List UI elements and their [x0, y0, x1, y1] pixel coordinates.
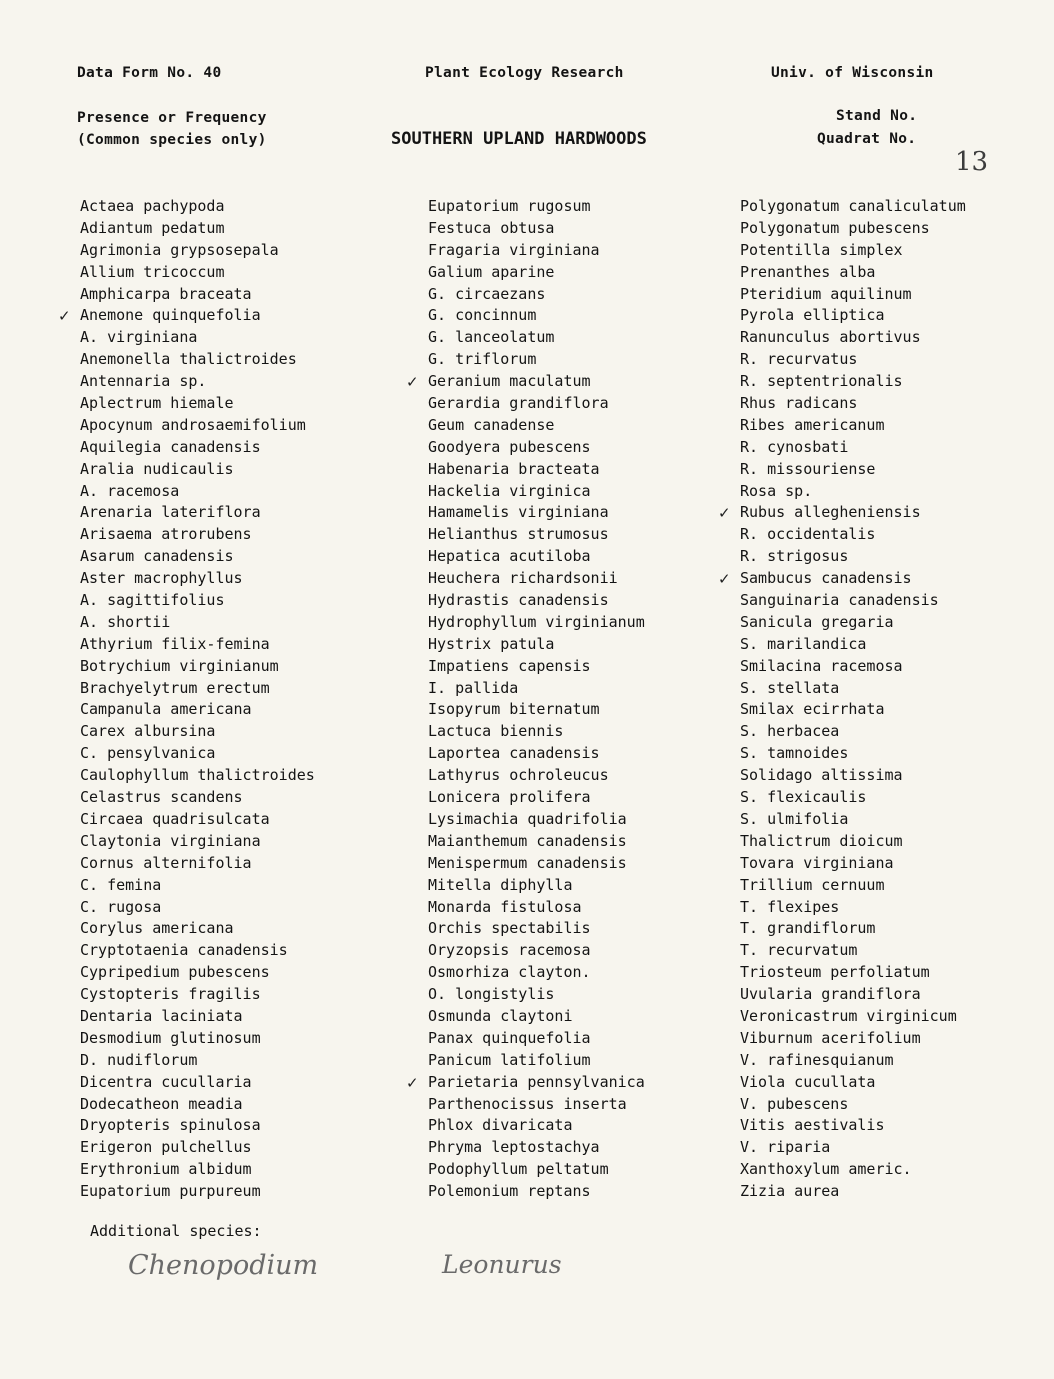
species-name: Polemonium reptans	[428, 1182, 591, 1201]
species-name: Parietaria pennsylvanica	[428, 1072, 645, 1091]
checkmark-icon: ✓	[406, 373, 419, 392]
species-item	[80, 875, 315, 897]
species-item	[740, 612, 966, 634]
species-item	[428, 656, 645, 678]
species-name: Geranium maculatum	[428, 372, 591, 391]
species-name: V. rafinesquianum	[740, 1050, 894, 1069]
species-item	[428, 699, 645, 721]
species-item	[406, 1072, 645, 1094]
species-name: Geum canadense	[428, 415, 555, 434]
species-item	[80, 765, 315, 787]
species-item	[80, 327, 315, 349]
species-name: S. ulmifolia	[740, 809, 849, 828]
species-name: Osmorhiza clayton.	[428, 963, 591, 982]
species-item	[80, 349, 315, 371]
species-item	[80, 1115, 315, 1137]
species-name: Athyrium filix-femina	[80, 634, 270, 653]
species-item	[428, 1006, 645, 1028]
species-name: Corylus americana	[80, 919, 234, 938]
species-name: Sanguinaria canadensis	[740, 591, 939, 610]
species-item	[740, 1072, 966, 1094]
species-name: Dryopteris spinulosa	[80, 1116, 261, 1135]
species-item	[428, 218, 645, 240]
species-item	[80, 721, 315, 743]
species-item	[740, 1115, 966, 1137]
species-name: C. rugosa	[80, 897, 162, 916]
species-item	[428, 1181, 645, 1203]
checkmark-icon: ✓	[718, 504, 731, 523]
species-item	[80, 502, 315, 524]
species-name: Arisaema atrorubens	[80, 525, 252, 544]
species-item	[428, 568, 645, 590]
species-name: Veronicastrum virginicum	[740, 1006, 957, 1025]
page-title: SOUTHERN UPLAND HARDWOODS	[391, 129, 647, 149]
species-item	[80, 699, 315, 721]
species-name: Hackelia virginica	[428, 481, 591, 500]
species-name: Mitella diphylla	[428, 875, 573, 894]
species-item	[80, 1072, 315, 1094]
species-item	[740, 371, 966, 393]
species-column-1	[58, 196, 315, 1203]
species-item	[740, 327, 966, 349]
species-name: S. stellata	[740, 678, 840, 697]
species-item	[740, 481, 966, 503]
species-item	[80, 809, 315, 831]
species-name: Galium aparine	[428, 262, 555, 281]
species-name: D. nudiflorum	[80, 1050, 198, 1069]
species-item	[428, 831, 645, 853]
additional-species-entry: Leonurus	[442, 1250, 562, 1279]
species-item	[80, 196, 315, 218]
species-item	[740, 678, 966, 700]
species-column-3	[718, 196, 966, 1203]
species-item	[428, 612, 645, 634]
species-item	[428, 1159, 645, 1181]
species-name: Polygonatum canaliculatum	[740, 197, 966, 215]
species-item	[740, 962, 966, 984]
species-item	[740, 218, 966, 240]
species-item	[740, 875, 966, 897]
species-name: G. concinnum	[428, 306, 537, 325]
species-item	[428, 984, 645, 1006]
species-name: A. racemosa	[80, 481, 180, 500]
species-item	[80, 240, 315, 262]
species-item	[428, 196, 645, 218]
species-name: Desmodium glutinosum	[80, 1028, 261, 1047]
species-name: Xanthoxylum americ.	[740, 1160, 912, 1179]
species-item	[80, 284, 315, 306]
species-name: Aplectrum hiemale	[80, 394, 234, 413]
species-name: Eupatorium rugosum	[428, 197, 591, 215]
species-name: Pteridium aquilinum	[740, 284, 912, 303]
species-name: Uvularia grandiflora	[740, 985, 921, 1004]
species-name: Prenanthes alba	[740, 262, 876, 281]
species-name: Viola cucullata	[740, 1072, 876, 1091]
species-name: Laportea canadensis	[428, 744, 600, 763]
species-item	[80, 1137, 315, 1159]
species-item	[740, 1028, 966, 1050]
species-item	[80, 656, 315, 678]
species-name: Dicentra cucullaria	[80, 1072, 252, 1091]
stand-number-label: Stand No.	[836, 108, 918, 124]
species-name: Caulophyllum thalictroides	[80, 766, 315, 785]
species-name: Heuchera richardsonii	[428, 569, 618, 588]
species-item	[740, 1050, 966, 1072]
species-name: Pyrola elliptica	[740, 306, 885, 325]
checkmark-icon: ✓	[718, 570, 731, 589]
species-item	[80, 1094, 315, 1116]
species-name: Orchis spectabilis	[428, 919, 591, 938]
species-item	[740, 240, 966, 262]
common-species-note: (Common species only)	[77, 132, 267, 148]
species-item	[80, 524, 315, 546]
species-name: A. virginiana	[80, 328, 198, 347]
species-name: I. pallida	[428, 678, 519, 697]
species-item	[80, 1181, 315, 1203]
species-name: S. flexicaulis	[740, 788, 867, 807]
species-name: Hydrophyllum virginianum	[428, 612, 645, 631]
species-name: Panicum latifolium	[428, 1050, 591, 1069]
species-name: Cryptotaenia canadensis	[80, 941, 288, 960]
species-name: Podophyllum peltatum	[428, 1160, 609, 1179]
species-name: Festuca obtusa	[428, 218, 555, 237]
species-name: Lactuca biennis	[428, 722, 564, 741]
species-item	[428, 415, 645, 437]
species-name: Erigeron pulchellus	[80, 1138, 252, 1157]
species-item	[80, 940, 315, 962]
species-item	[740, 656, 966, 678]
species-name: Zizia aurea	[740, 1182, 840, 1201]
species-item	[80, 437, 315, 459]
species-name: Isopyrum biternatum	[428, 700, 600, 719]
species-item	[740, 853, 966, 875]
species-name: Trillium cernuum	[740, 875, 885, 894]
species-name: Dodecatheon meadia	[80, 1094, 243, 1113]
species-item	[740, 721, 966, 743]
species-name: Monarda fistulosa	[428, 897, 582, 916]
species-name: Rubus allegheniensis	[740, 503, 921, 522]
species-name: C. pensylvanica	[80, 744, 216, 763]
species-item	[428, 284, 645, 306]
species-item	[428, 1028, 645, 1050]
species-name: S. tamnoides	[740, 744, 849, 763]
species-name: R. septentrionalis	[740, 372, 903, 391]
species-item	[740, 699, 966, 721]
species-name: Apocynum androsaemifolium	[80, 415, 306, 434]
species-name: Ranunculus abortivus	[740, 328, 921, 347]
species-name: Habenaria bracteata	[428, 459, 600, 478]
species-name: Celastrus scandens	[80, 788, 243, 807]
species-name: Tovara virginiana	[740, 853, 894, 872]
species-item	[80, 1159, 315, 1181]
species-name: Hystrix patula	[428, 634, 555, 653]
species-name: Parthenocissus inserta	[428, 1094, 627, 1113]
species-item	[428, 962, 645, 984]
species-name: Fragaria virginiana	[428, 240, 600, 259]
species-item	[740, 787, 966, 809]
species-item	[80, 831, 315, 853]
species-name: Asarum canadensis	[80, 547, 234, 566]
species-name: Polygonatum pubescens	[740, 218, 930, 237]
species-column-2	[406, 196, 645, 1203]
species-item	[80, 678, 315, 700]
species-name: Circaea quadrisulcata	[80, 809, 270, 828]
species-item	[740, 284, 966, 306]
species-item	[428, 897, 645, 919]
species-item	[80, 459, 315, 481]
species-name: O. longistylis	[428, 985, 555, 1004]
species-name: Triosteum perfoliatum	[740, 963, 930, 982]
species-name: V. riparia	[740, 1138, 831, 1157]
species-item	[428, 765, 645, 787]
species-item	[740, 918, 966, 940]
species-item	[428, 262, 645, 284]
species-name: Dentaria laciniata	[80, 1006, 243, 1025]
species-name: R. strigosus	[740, 547, 849, 566]
species-item	[80, 1050, 315, 1072]
species-item	[718, 568, 966, 590]
species-name: Impatiens capensis	[428, 656, 591, 675]
species-name: Maianthemum canadensis	[428, 831, 627, 850]
species-item	[740, 831, 966, 853]
species-name: Brachyelytrum erectum	[80, 678, 270, 697]
species-item	[740, 1137, 966, 1159]
species-item	[428, 1050, 645, 1072]
species-name: Cornus alternifolia	[80, 853, 252, 872]
quadrat-number-label: Quadrat No.	[817, 131, 917, 147]
species-name: Lysimachia quadrifolia	[428, 809, 627, 828]
species-name: Carex albursina	[80, 722, 216, 741]
form-number: Data Form No. 40	[77, 65, 222, 81]
species-name: Actaea pachypoda	[80, 197, 225, 215]
species-name: Smilacina racemosa	[740, 656, 903, 675]
species-item	[740, 349, 966, 371]
species-name: Viburnum acerifolium	[740, 1028, 921, 1047]
species-item	[740, 634, 966, 656]
species-item	[740, 897, 966, 919]
species-name: Phlox divaricata	[428, 1116, 573, 1135]
species-item	[428, 305, 645, 327]
species-item	[428, 481, 645, 503]
species-item	[428, 502, 645, 524]
species-name: A. shortii	[80, 612, 171, 631]
species-name: Rhus radicans	[740, 394, 858, 413]
species-item	[740, 743, 966, 765]
university-name: Univ. of Wisconsin	[771, 65, 934, 81]
species-name: Arenaria lateriflora	[80, 503, 261, 522]
species-item	[428, 437, 645, 459]
species-name: G. circaezans	[428, 284, 546, 303]
species-name: C. femina	[80, 875, 162, 894]
species-name: Helianthus strumosus	[428, 525, 609, 544]
species-name: Amphicarpa braceata	[80, 284, 252, 303]
species-item	[428, 327, 645, 349]
species-item	[740, 196, 966, 218]
species-name: R. recurvatus	[740, 350, 858, 369]
species-name: Eupatorium purpureum	[80, 1182, 261, 1201]
species-name: Hydrastis canadensis	[428, 591, 609, 610]
species-name: Rosa sp.	[740, 481, 813, 500]
species-name: Menispermum canadensis	[428, 853, 627, 872]
organization-name: Plant Ecology Research	[425, 65, 624, 81]
species-item	[740, 262, 966, 284]
species-item	[80, 262, 315, 284]
species-name: Lonicera prolifera	[428, 788, 591, 807]
species-name: T. grandiflorum	[740, 919, 876, 938]
species-item	[80, 1006, 315, 1028]
species-item	[80, 1028, 315, 1050]
species-item	[80, 371, 315, 393]
species-name: Thalictrum dioicum	[740, 831, 903, 850]
species-name: Lathyrus ochroleucus	[428, 766, 609, 785]
species-item	[80, 743, 315, 765]
species-item	[428, 918, 645, 940]
species-item	[428, 590, 645, 612]
species-name: V. pubescens	[740, 1094, 849, 1113]
species-item	[428, 853, 645, 875]
species-name: Hepatica acutiloba	[428, 547, 591, 566]
species-name: Cypripedium pubescens	[80, 963, 270, 982]
species-name: Gerardia grandiflora	[428, 394, 609, 413]
species-item	[740, 1006, 966, 1028]
species-item	[80, 393, 315, 415]
species-item	[80, 918, 315, 940]
species-name: Osmunda claytoni	[428, 1006, 573, 1025]
species-item	[428, 393, 645, 415]
species-item	[428, 875, 645, 897]
species-name: T. recurvatum	[740, 941, 858, 960]
species-item	[428, 634, 645, 656]
species-item	[428, 809, 645, 831]
species-name: Adiantum pedatum	[80, 218, 225, 237]
presence-frequency-label: Presence or Frequency	[77, 110, 267, 126]
species-name: Phryma leptostachya	[428, 1138, 600, 1157]
species-name: Potentilla simplex	[740, 240, 903, 259]
species-name: Anemonella thalictroides	[80, 350, 297, 369]
species-item	[80, 481, 315, 503]
species-name: Claytonia virginiana	[80, 831, 261, 850]
species-item	[740, 765, 966, 787]
quadrat-number-value: 13	[955, 147, 989, 177]
species-name: Solidago altissima	[740, 766, 903, 785]
species-item	[428, 743, 645, 765]
species-name: G. lanceolatum	[428, 328, 555, 347]
checkmark-icon: ✓	[58, 307, 71, 326]
species-item	[80, 853, 315, 875]
species-name: A. sagittifolius	[80, 591, 225, 610]
species-item	[428, 546, 645, 568]
species-item	[80, 787, 315, 809]
species-item	[740, 459, 966, 481]
species-name: Sambucus canadensis	[740, 569, 912, 588]
species-item	[428, 787, 645, 809]
species-item	[740, 940, 966, 962]
species-name: R. occidentalis	[740, 525, 876, 544]
species-name: Anemone quinquefolia	[80, 306, 261, 325]
species-name: Aquilegia canadensis	[80, 437, 261, 456]
species-item	[80, 612, 315, 634]
additional-species-label: Additional species:	[90, 1222, 262, 1240]
species-item	[740, 415, 966, 437]
species-name: Agrimonia grypsosepala	[80, 240, 279, 259]
species-name: Vitis aestivalis	[740, 1116, 885, 1135]
species-name: R. missouriense	[740, 459, 876, 478]
species-name: Cystopteris fragilis	[80, 985, 261, 1004]
species-item	[740, 1094, 966, 1116]
species-item	[428, 721, 645, 743]
species-item	[428, 678, 645, 700]
species-item	[428, 240, 645, 262]
species-item	[740, 437, 966, 459]
species-item	[80, 962, 315, 984]
species-name: S. herbacea	[740, 722, 840, 741]
species-item	[80, 590, 315, 612]
species-name: Botrychium virginianum	[80, 656, 279, 675]
species-item	[740, 984, 966, 1006]
species-item	[406, 371, 645, 393]
species-item	[428, 459, 645, 481]
species-name: G. triflorum	[428, 350, 537, 369]
species-item	[80, 634, 315, 656]
species-item	[428, 940, 645, 962]
species-item	[718, 502, 966, 524]
species-item	[58, 305, 315, 327]
species-name: Campanula americana	[80, 700, 252, 719]
species-item	[740, 546, 966, 568]
species-item	[428, 1115, 645, 1137]
species-item	[428, 1094, 645, 1116]
checkmark-icon: ✓	[406, 1073, 419, 1092]
species-item	[80, 546, 315, 568]
species-name: Allium tricoccum	[80, 262, 225, 281]
additional-species-entry: Chenopodium	[128, 1250, 319, 1281]
species-item	[80, 415, 315, 437]
species-name: R. cynosbati	[740, 437, 849, 456]
species-name: Smilax ecirrhata	[740, 700, 885, 719]
species-item	[740, 1181, 966, 1203]
species-name: Goodyera pubescens	[428, 437, 591, 456]
species-name: Aralia nudicaulis	[80, 459, 234, 478]
species-item	[740, 393, 966, 415]
species-name: Erythronium albidum	[80, 1160, 252, 1179]
species-name: Ribes americanum	[740, 415, 885, 434]
species-item	[80, 984, 315, 1006]
species-name: Hamamelis virginiana	[428, 503, 609, 522]
species-name: T. flexipes	[740, 897, 840, 916]
species-item	[80, 897, 315, 919]
species-name: S. marilandica	[740, 634, 867, 653]
species-item	[80, 218, 315, 240]
species-name: Antennaria sp.	[80, 372, 207, 391]
species-item	[80, 568, 315, 590]
species-name: Panax quinquefolia	[428, 1028, 591, 1047]
species-name: Aster macrophyllus	[80, 569, 243, 588]
species-item	[740, 305, 966, 327]
species-name: Sanicula gregaria	[740, 612, 894, 631]
species-item	[740, 809, 966, 831]
species-item	[740, 524, 966, 546]
species-item	[740, 590, 966, 612]
species-item	[428, 524, 645, 546]
species-item	[428, 349, 645, 371]
species-item	[740, 1159, 966, 1181]
species-item	[428, 1137, 645, 1159]
species-name: Oryzopsis racemosa	[428, 941, 591, 960]
